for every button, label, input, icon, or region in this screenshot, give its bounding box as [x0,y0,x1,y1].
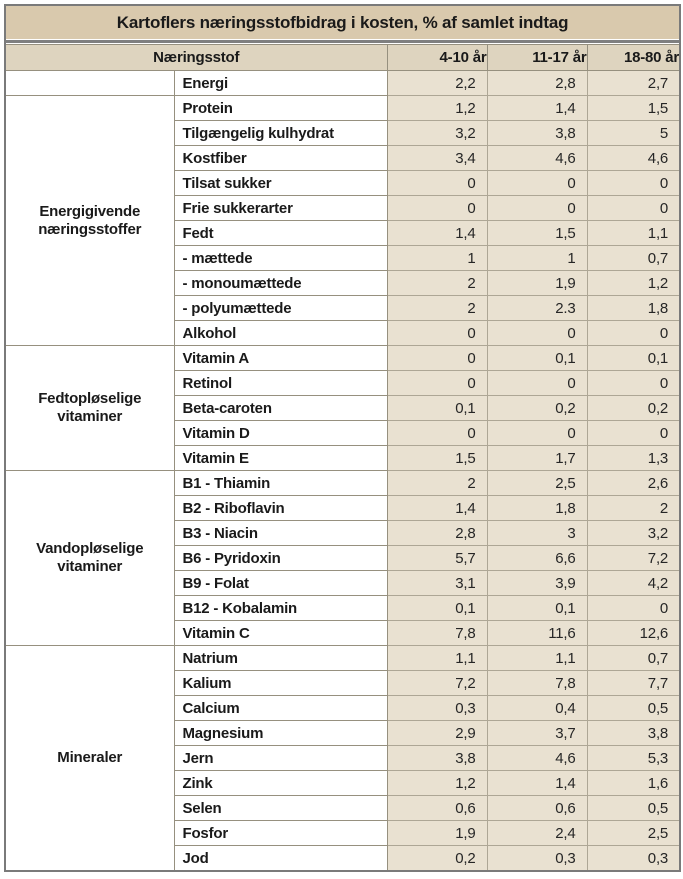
value-cell: 4,6 [487,146,587,171]
nutrient-cell: B12 - Kobalamin [174,596,387,621]
value-cell: 7,8 [387,621,487,646]
value-cell: 3,4 [387,146,487,171]
nutrient-cell: Energi [174,71,387,96]
nutrient-cell: B1 - Thiamin [174,471,387,496]
value-cell: 2,7 [587,71,680,96]
value-cell: 3,8 [387,746,487,771]
value-cell: 0,3 [587,846,680,872]
value-cell: 0,6 [487,796,587,821]
value-cell: 0 [587,421,680,446]
value-cell: 0,5 [587,796,680,821]
nutrient-cell: Retinol [174,371,387,396]
nutrient-cell: Fedt [174,221,387,246]
value-cell: 0,6 [387,796,487,821]
value-cell: 2,4 [487,821,587,846]
value-cell: 1,1 [387,646,487,671]
value-cell: 1,9 [387,821,487,846]
value-cell: 2,5 [587,821,680,846]
column-header-age-11-17: 11-17 år [487,45,587,71]
nutrient-cell: Tilgængelig kulhydrat [174,121,387,146]
value-cell: 6,6 [487,546,587,571]
value-cell: 5,7 [387,546,487,571]
value-cell: 0,4 [487,696,587,721]
nutrient-cell: Tilsat sukker [174,171,387,196]
value-cell: 1,1 [587,221,680,246]
value-cell: 1,9 [487,271,587,296]
value-cell: 3,1 [387,571,487,596]
nutrient-cell: Kalium [174,671,387,696]
value-cell: 12,6 [587,621,680,646]
value-cell: 0,2 [387,846,487,872]
group-cell: Mineraler [5,646,174,872]
nutrient-cell: Alkohol [174,321,387,346]
group-cell: Fedtopløselige vitaminer [5,346,174,471]
value-cell: 0 [587,171,680,196]
table-row [5,346,680,371]
nutrition-table [4,4,681,872]
value-cell: 3,2 [587,521,680,546]
value-cell: 3,8 [587,721,680,746]
value-cell: 3,7 [487,721,587,746]
value-cell: 0 [487,321,587,346]
value-cell: 0,2 [487,396,587,421]
value-cell: 2,9 [387,721,487,746]
value-cell: 4,6 [587,146,680,171]
value-cell: 3 [487,521,587,546]
value-cell: 2 [387,271,487,296]
nutrient-cell: - monoumættede [174,271,387,296]
value-cell: 7,2 [387,671,487,696]
value-cell: 7,2 [587,546,680,571]
value-cell: 0 [487,371,587,396]
value-cell: 5,3 [587,746,680,771]
nutrient-cell: Frie sukkerarter [174,196,387,221]
group-cell [5,71,174,96]
value-cell: 1,4 [487,771,587,796]
group-cell: Vandopløselige vitaminer [5,471,174,646]
table-row [5,471,680,496]
value-cell: 3,2 [387,121,487,146]
value-cell: 0,7 [587,646,680,671]
value-cell: 1,8 [587,296,680,321]
value-cell: 0,3 [487,846,587,872]
value-cell: 0,1 [387,596,487,621]
value-cell: 0,2 [587,396,680,421]
value-cell: 5 [587,121,680,146]
column-header-age-4-10: 4-10 år [387,45,487,71]
nutrient-cell: B2 - Riboflavin [174,496,387,521]
nutrient-cell: - mættede [174,246,387,271]
value-cell: 0 [487,171,587,196]
value-cell: 0 [587,321,680,346]
value-cell: 0 [487,421,587,446]
value-cell: 4,6 [487,746,587,771]
value-cell: 0 [387,321,487,346]
value-cell: 0,1 [387,396,487,421]
value-cell: 1,2 [387,771,487,796]
nutrient-cell: Fosfor [174,821,387,846]
value-cell: 0,5 [587,696,680,721]
value-cell: 2 [387,471,487,496]
nutrient-cell: Zink [174,771,387,796]
value-cell: 0,7 [587,246,680,271]
nutrient-cell: Vitamin A [174,346,387,371]
value-cell: 1,1 [487,646,587,671]
column-header-age-18-80: 18-80 år [587,45,680,71]
value-cell: 2,8 [387,521,487,546]
value-cell: 2,5 [487,471,587,496]
value-cell: 0,3 [387,696,487,721]
table-title: Kartoflers næringsstofbidrag i kosten, % af samlet indtag [5,5,680,39]
table-body [5,71,680,872]
nutrient-cell: Protein [174,96,387,121]
value-cell: 2,8 [487,71,587,96]
value-cell: 0,1 [487,346,587,371]
nutrient-cell: Beta-caroten [174,396,387,421]
nutrient-cell: Jod [174,846,387,872]
nutrient-cell: Kostfiber [174,146,387,171]
value-cell: 1,6 [587,771,680,796]
nutrient-cell: B3 - Niacin [174,521,387,546]
table-row [5,71,680,96]
value-cell: 1,4 [487,96,587,121]
value-cell: 3,8 [487,121,587,146]
value-cell: 0 [387,196,487,221]
value-cell: 1,3 [587,446,680,471]
value-cell: 1,2 [587,271,680,296]
value-cell: 7,8 [487,671,587,696]
value-cell: 1,4 [387,496,487,521]
nutrient-cell: Magnesium [174,721,387,746]
value-cell: 3,9 [487,571,587,596]
value-cell: 1,4 [387,221,487,246]
value-cell: 4,2 [587,571,680,596]
nutrient-cell: Jern [174,746,387,771]
value-cell: 1,5 [487,221,587,246]
value-cell: 2,6 [587,471,680,496]
value-cell: 1,2 [387,96,487,121]
value-cell: 1 [387,246,487,271]
nutrient-cell: B6 - Pyridoxin [174,546,387,571]
nutrient-cell: Vitamin D [174,421,387,446]
nutrient-cell: Calcium [174,696,387,721]
nutrient-cell: B9 - Folat [174,571,387,596]
value-cell: 1 [487,246,587,271]
value-cell: 0,1 [587,346,680,371]
nutrient-cell: Natrium [174,646,387,671]
nutrient-cell: Vitamin E [174,446,387,471]
value-cell: 0 [387,346,487,371]
title-row [5,5,680,39]
nutrient-cell: Selen [174,796,387,821]
value-cell: 1,5 [387,446,487,471]
value-cell: 0 [587,596,680,621]
column-header-nutrient: Næringsstof [5,45,387,71]
value-cell: 11,6 [487,621,587,646]
value-cell: 2.3 [487,296,587,321]
nutrient-cell: - polyumættede [174,296,387,321]
value-cell: 2 [587,496,680,521]
value-cell: 0 [587,371,680,396]
value-cell: 0,1 [487,596,587,621]
value-cell: 1,5 [587,96,680,121]
table-row [5,646,680,671]
column-header-row [5,45,680,71]
value-cell: 7,7 [587,671,680,696]
value-cell: 0 [387,421,487,446]
value-cell: 0 [387,171,487,196]
group-cell: Energigivende næringsstoffer [5,96,174,346]
nutrient-cell: Vitamin C [174,621,387,646]
value-cell: 2 [387,296,487,321]
value-cell: 1,8 [487,496,587,521]
value-cell: 0 [387,371,487,396]
value-cell: 2,2 [387,71,487,96]
value-cell: 1,7 [487,446,587,471]
table-row [5,96,680,121]
value-cell: 0 [587,196,680,221]
value-cell: 0 [487,196,587,221]
